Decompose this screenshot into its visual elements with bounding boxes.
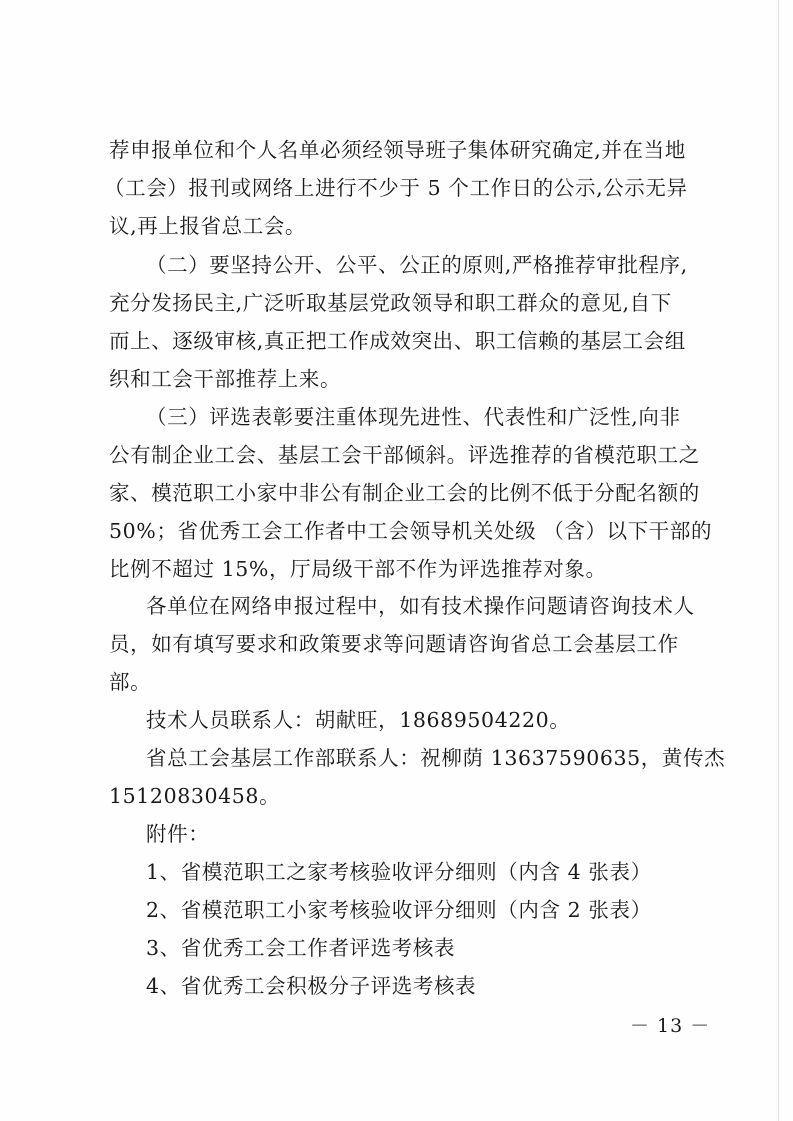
- attachments-title: 附件：: [146, 822, 210, 846]
- paragraph-3-line-1: （三）评选表彰要注重体现先进性、代表性和广泛性,向非: [146, 405, 681, 429]
- grassroots-contact-line-1: 省总工会基层工作部联系人：祝柳荫 13637590635，黄传杰: [146, 746, 726, 770]
- grassroots-contact-line-2: 15120830458。: [109, 784, 281, 808]
- paragraph-4-line-2: 员，如有填写要求和政策要求等问题请咨询省总工会基层工作: [109, 632, 679, 656]
- paragraph-2-line-1: （二）要坚持公开、公平、公正的原则,严格推荐审批程序,: [146, 253, 688, 277]
- scan-edge-divider: [778, 0, 779, 1121]
- paragraph-1-line-2: （工会）报刊或网络上进行不少于 5 个工作日的公示,公示无异: [104, 176, 688, 200]
- paragraph-1-line-3: 议,再上报省总工会。: [109, 214, 307, 238]
- page-number: － 13 －: [630, 1015, 711, 1037]
- attachment-item-1: 1、省模范职工之家考核验收评分细则（内含 4 张表）: [146, 860, 652, 884]
- paragraph-4-line-1: 各单位在网络申报过程中，如有技术操作问题请咨询技术人: [146, 594, 695, 618]
- paragraph-3-line-5: 比例不超过 15%，厅局级干部不作为评选推荐对象。: [109, 557, 607, 581]
- paragraph-4-line-3: 部。: [109, 670, 152, 694]
- attachment-item-2: 2、省模范职工小家考核验收评分细则（内含 2 张表）: [146, 898, 652, 922]
- paragraph-2-line-2: 充分发扬民主,广泛听取基层党政领导和职工群众的意见,自下: [109, 291, 672, 315]
- attachment-item-4: 4、省优秀工会积极分子评选考核表: [146, 974, 477, 998]
- paragraph-3-line-4: 50%；省优秀工会工作者中工会领导机关处级 （含）以下干部的: [109, 519, 713, 543]
- attachment-item-3: 3、省优秀工会工作者评选考核表: [146, 936, 456, 960]
- technical-contact: 技术人员联系人：胡献旺，18689504220。: [146, 708, 571, 732]
- paragraph-2-line-3: 而上、逐级审核,真正把工作成效突出、职工信赖的基层工会组: [109, 329, 686, 353]
- paragraph-1-line-1: 荐申报单位和个人名单必须经领导班子集体研究确定,并在当地: [109, 138, 686, 162]
- paragraph-3-line-2: 公有制企业工会、基层工会干部倾斜。评选推荐的省模范职工之: [109, 443, 700, 467]
- paragraph-3-line-3: 家、模范职工小家中非公有制企业工会的比例不低于分配名额的: [109, 481, 700, 505]
- paragraph-2-line-4: 织和工会干部推荐上来。: [109, 367, 342, 391]
